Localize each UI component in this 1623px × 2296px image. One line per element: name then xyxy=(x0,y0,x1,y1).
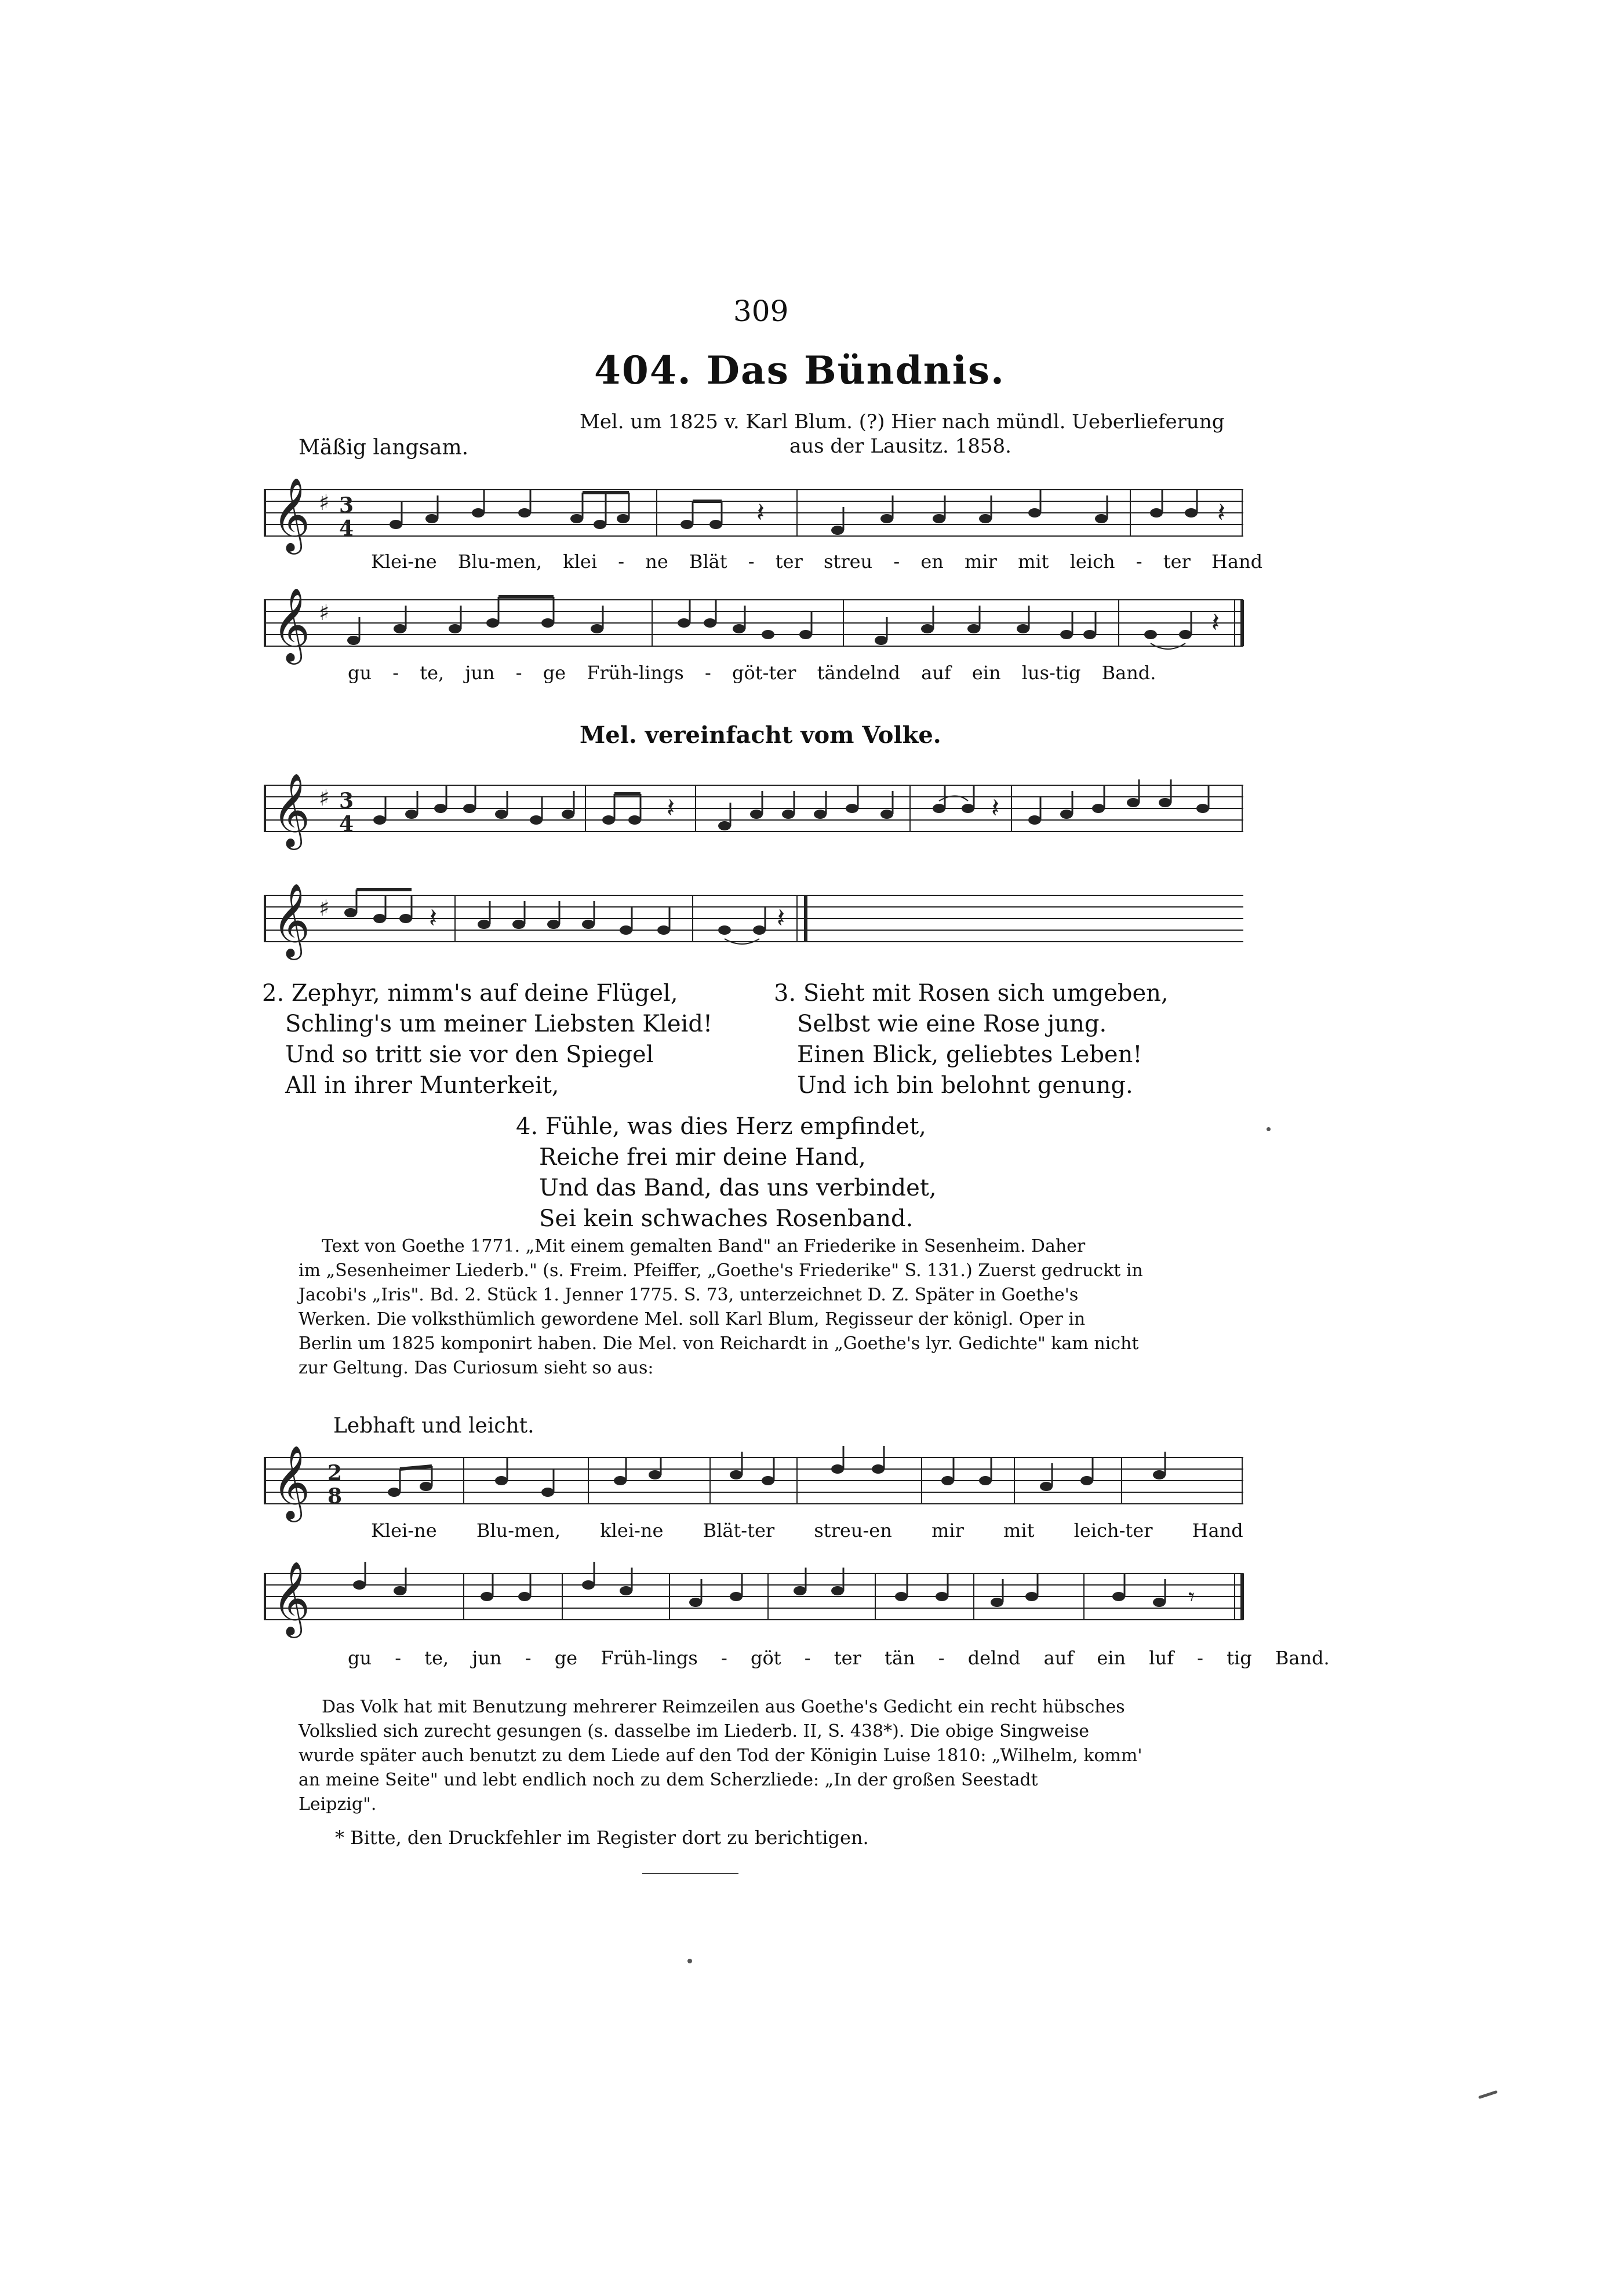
commentary-paragraph: Text von Goethe 1771. „Mit einem gemalten Band" an Friederike in Sesenheim. Daher im „Sesenheimer Liederb." (s. Freim. Pfeiffer, „Goethe's Friederike" S. 131.) Zuerst gedruckt in Jacobi's „Iris". Bd. 2. Stück 1. Jenner 1775. S. 73, unterzeichnet D. Z. Später in Goethe's Werken. Die volksthümlich gewordene Mel. soll Karl Blum, Regisseur der königl. Oper in Berlin um 1825 komponirt haben. Die Mel. von Reichardt in „Goethe's lyr. Gedichte" kam nicht zur Geltung. Das Curiosum sieht so aus: xyxy=(299,1236,1143,1378)
svg-text:𝄽: 𝄽 xyxy=(667,792,675,823)
tempo-marking-2: Lebhaft und leicht. xyxy=(333,1414,534,1438)
time-sig-bottom: 4 xyxy=(339,812,354,836)
lyrics-staff-6: gu - te, jun - ge Früh-lings - göt - ter tän - delnd auf ein luf - tig Band. xyxy=(348,1647,1330,1669)
svg-text:𝄽: 𝄽 xyxy=(429,902,438,934)
svg-text:𝄽: 𝄽 xyxy=(756,497,765,528)
svg-text:𝄽: 𝄽 xyxy=(1217,497,1226,528)
svg-text:𝄽: 𝄽 xyxy=(991,792,1000,823)
svg-text:𝄽: 𝄽 xyxy=(777,902,785,934)
end-rule xyxy=(642,1873,738,1874)
song-title xyxy=(594,348,1005,393)
music-staff-2 xyxy=(264,585,1243,666)
time-sig-bottom: 8 xyxy=(327,1484,343,1508)
melody-credit-line1: Mel. um 1825 v. Karl Blum. (?) Hier nach mündl. Ueberlieferung xyxy=(580,410,1225,433)
music-staff-1 xyxy=(264,475,1243,556)
print-speck xyxy=(687,1959,692,1963)
verse-2: 2. Zephyr, nimm's auf deine Flügel, Schling's um meiner Liebsten Kleid! Und so tritt sie vor den Spiegel All in ihrer Munterkeit, xyxy=(262,980,713,1099)
svg-text:𝄞: 𝄞 xyxy=(272,883,311,957)
verse-3: 3. Sieht mit Rosen sich umgeben, Selbst wie eine Rose jung. Einen Blick, geliebtes Leben! Und ich bin belohnt genung. xyxy=(774,980,1169,1099)
svg-text:♯: ♯ xyxy=(319,785,330,811)
lyrics-staff-2: gu - te, jun - ge Früh-lings - göt-ter tändelnd auf ein lus-tig Band. xyxy=(348,662,1156,684)
print-mark xyxy=(1478,2090,1498,2099)
melody-credit-line2: aus der Lausitz. 1858. xyxy=(789,435,1011,458)
page-number: 309 xyxy=(733,294,789,328)
svg-text:♯: ♯ xyxy=(319,599,330,625)
svg-text:𝄞: 𝄞 xyxy=(272,587,311,661)
svg-text:𝄞: 𝄞 xyxy=(272,477,311,551)
subheading-simplified-melody: Mel. vereinfacht vom Volke. xyxy=(580,721,941,749)
footnote: * Bitte, den Druckfehler im Register dort zu berichtigen. xyxy=(335,1827,869,1849)
music-staff-4 xyxy=(264,881,1243,962)
time-sig-bottom: 4 xyxy=(339,516,354,541)
music-staff-6 xyxy=(264,1559,1243,1640)
svg-text:𝄞: 𝄞 xyxy=(272,1561,311,1635)
svg-text:♯: ♯ xyxy=(319,489,330,515)
closing-paragraph: Das Volk hat mit Benutzung mehrerer Reimzeilen aus Goethe's Gedicht ein recht hübsches Volkslied sich zurecht gesungen (s. dasselbe im Liederb. II, S. 438*). Die obige Singweise wurde später auch benutzt zu dem Liede auf den Tod der Königin Luise 1810: „Wilhelm, komm' an meine Seite" und lebt endlich noch zu dem Scherzliede: „In der großen Seestadt Leipzig". xyxy=(299,1697,1142,1814)
svg-text:𝄞: 𝄞 xyxy=(272,1445,311,1519)
song-name: Das Bündnis. xyxy=(706,348,1005,393)
lyrics-staff-5: Klei-ne Blu-men, klei-ne Blät-ter streu-en mir mit leich-ter Hand xyxy=(371,1519,1243,1541)
song-number: 404. xyxy=(594,348,692,393)
tempo-marking-1: Mäßig langsam. xyxy=(299,436,469,460)
verse-4: 4. Fühle, was dies Herz empfindet, Reiche frei mir deine Hand, Und das Band, das uns verbindet, Sei kein schwaches Rosenband. xyxy=(516,1113,937,1232)
svg-text:𝄽: 𝄽 xyxy=(1211,607,1220,638)
music-staff-5 xyxy=(264,1443,1243,1524)
svg-text:𝄾: 𝄾 xyxy=(1188,1583,1195,1611)
time-sig-top: 3 xyxy=(339,493,354,517)
print-speck xyxy=(1267,1127,1271,1131)
svg-text:𝄞: 𝄞 xyxy=(272,772,311,847)
time-sig-top: 2 xyxy=(327,1461,343,1485)
time-sig-top: 3 xyxy=(339,789,354,813)
svg-text:♯: ♯ xyxy=(319,895,330,921)
music-staff-3 xyxy=(264,771,1243,852)
lyrics-staff-1: Klei-ne Blu-men, klei - ne Blät - ter streu - en mir mit leich - ter Hand xyxy=(371,551,1263,573)
